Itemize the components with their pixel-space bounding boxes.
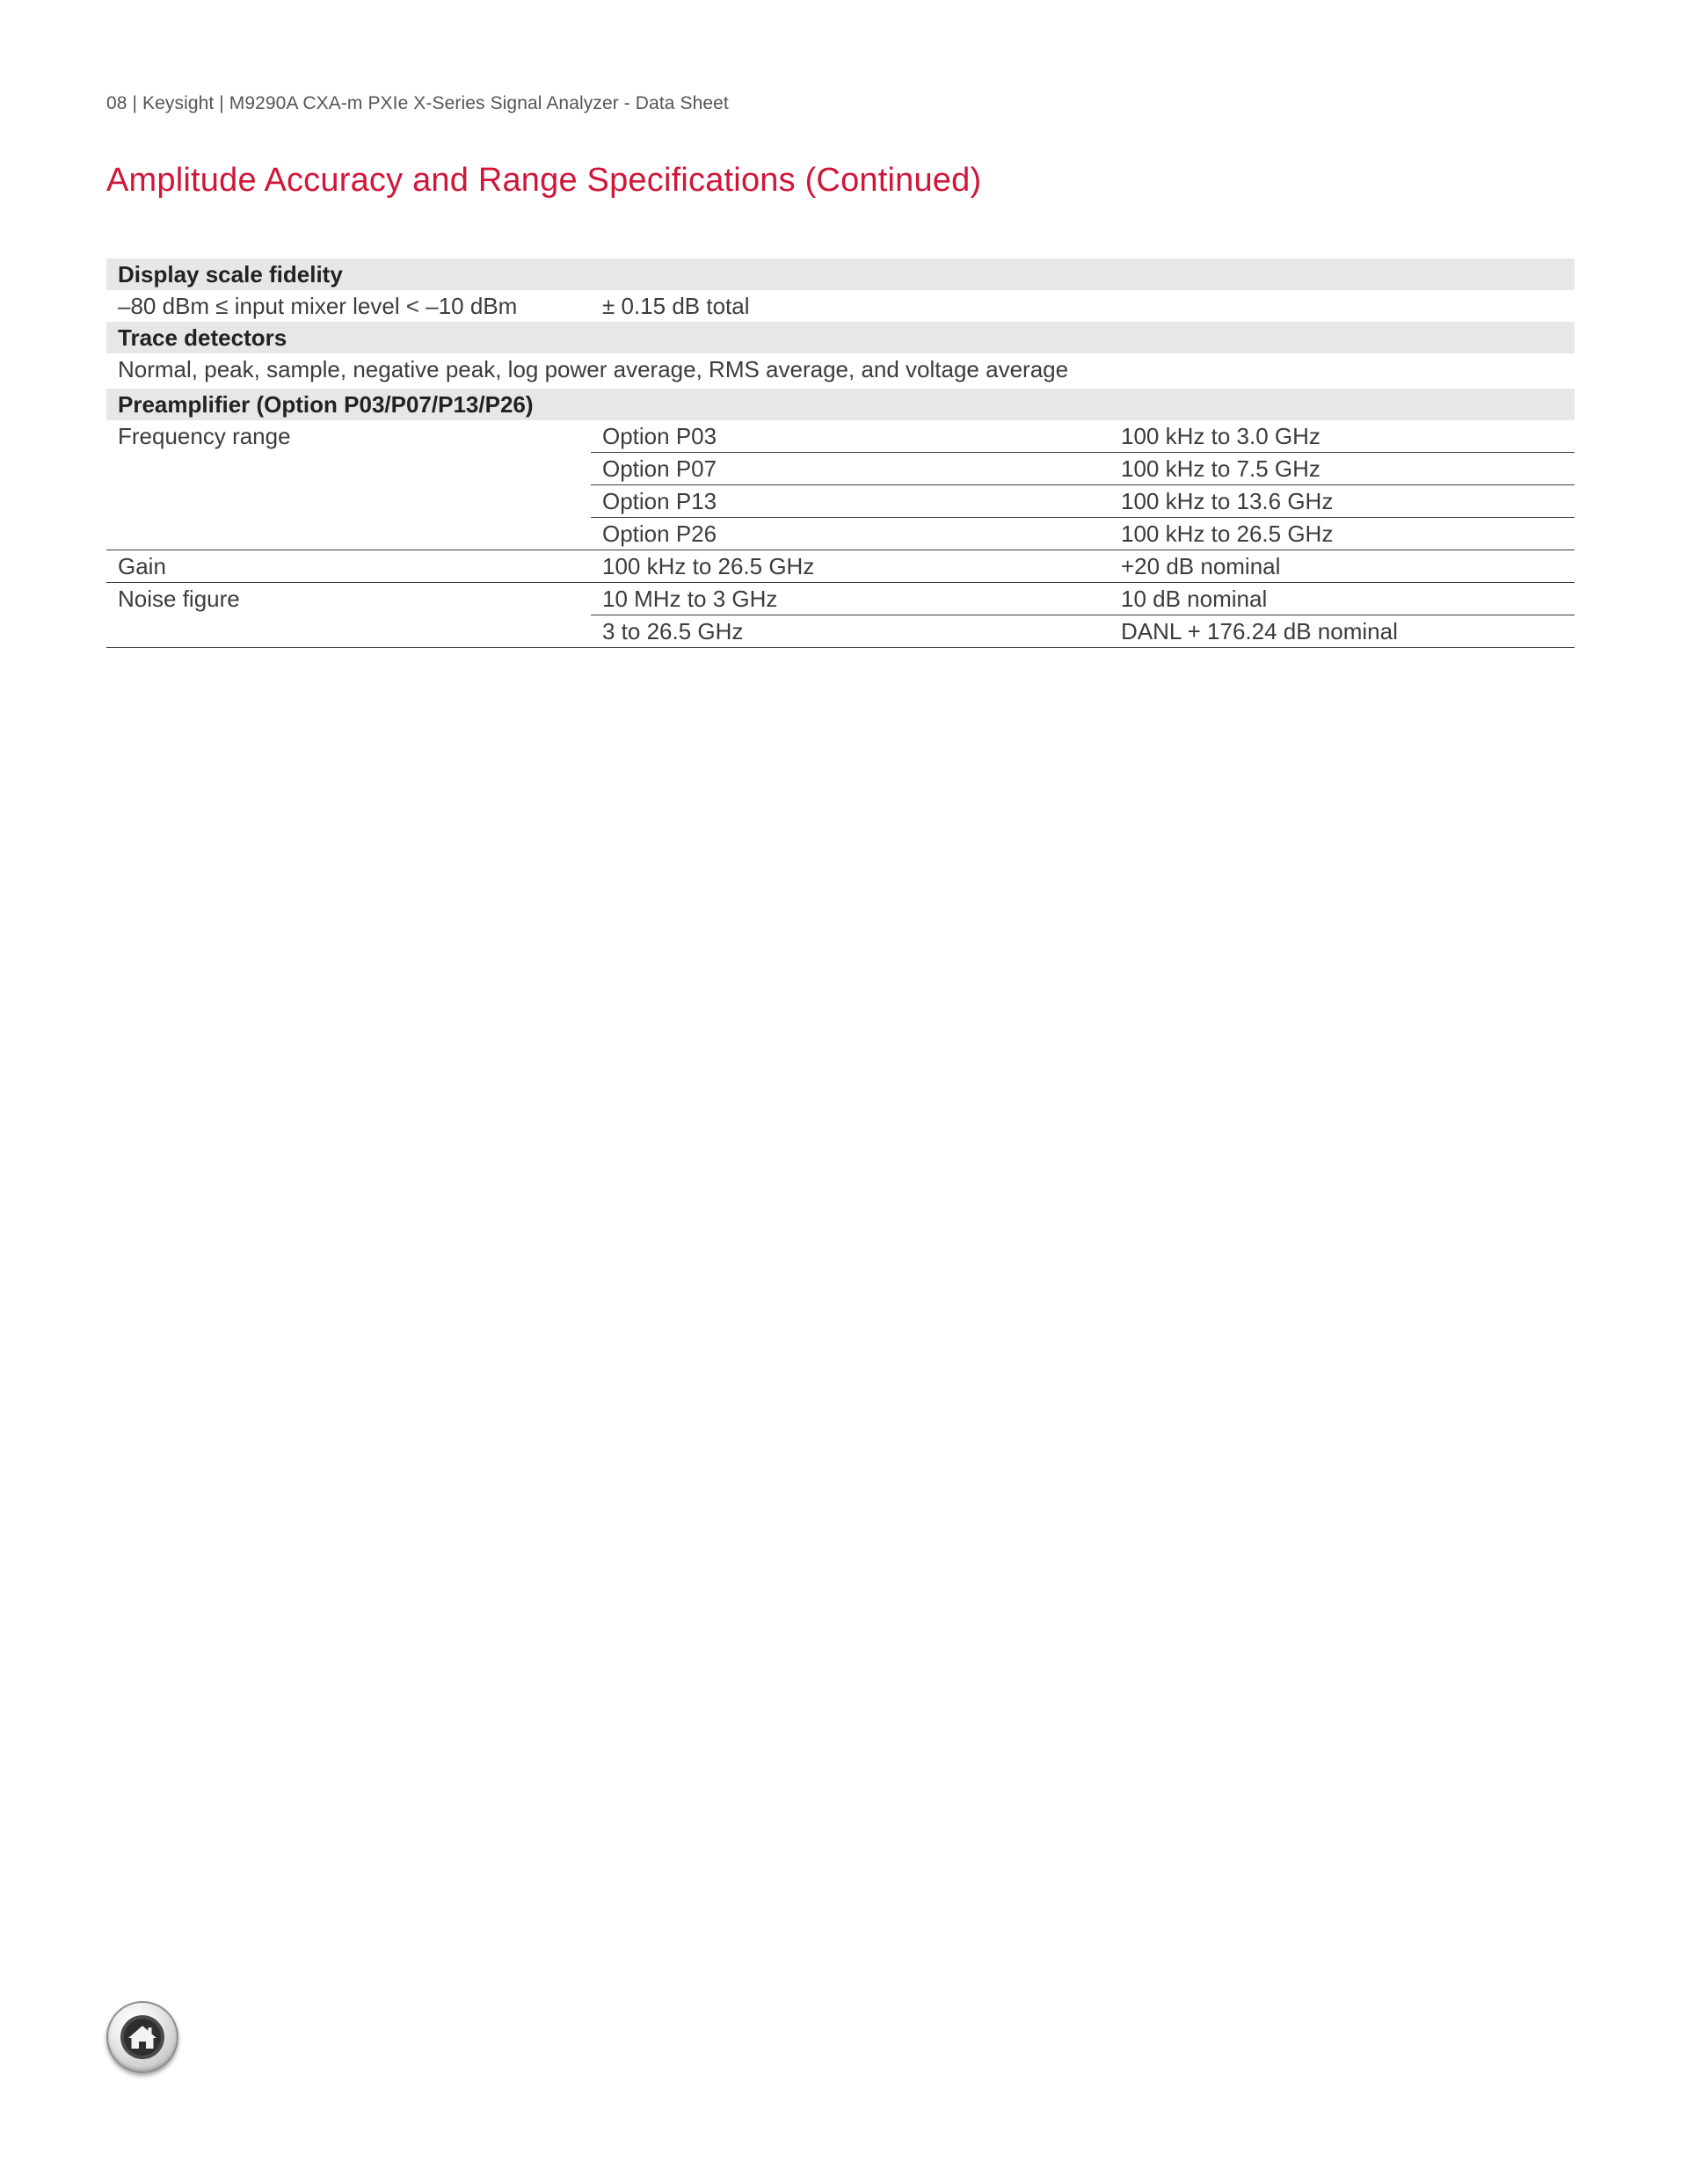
- frequency-range-label: Frequency range: [106, 420, 591, 550]
- display-scale-heading: Display scale fidelity: [106, 258, 1575, 290]
- trace-detectors-text: Normal, peak, sample, negative peak, log power average, RMS average, and voltage average: [118, 356, 1069, 382]
- home-icon: [119, 2013, 166, 2061]
- noise-figure-value: DANL + 176.24 dB nominal: [1110, 615, 1575, 648]
- table-row: [106, 420, 1575, 453]
- running-header: 08 | Keysight | M9290A CXA-m PXIe X-Series Signal Analyzer - Data Sheet: [106, 93, 729, 113]
- noise-figure-value: 10 dB nominal: [1110, 583, 1575, 615]
- noise-figure-range: 10 MHz to 3 GHz: [591, 583, 1110, 615]
- section-row-display-scale: [106, 258, 1575, 290]
- frequency-value: 100 kHz to 3.0 GHz: [1110, 420, 1575, 453]
- frequency-value: 100 kHz to 7.5 GHz: [1110, 453, 1575, 485]
- noise-figure-label: Noise figure: [106, 583, 591, 648]
- home-button[interactable]: [106, 2001, 178, 2073]
- gain-value: +20 dB nominal: [1110, 550, 1575, 583]
- frequency-option: Option P07: [591, 453, 1110, 485]
- table-row: [106, 583, 1575, 615]
- trace-detectors-heading: Trace detectors: [106, 322, 1575, 353]
- frequency-value: 100 kHz to 13.6 GHz: [1110, 485, 1575, 518]
- frequency-option: Option P26: [591, 518, 1110, 550]
- frequency-option: Option P13: [591, 485, 1110, 518]
- frequency-option: Option P03: [591, 420, 1110, 453]
- preamplifier-heading: Preamplifier (Option P03/P07/P13/P26): [106, 389, 1575, 420]
- gain-range: 100 kHz to 26.5 GHz: [591, 550, 1110, 583]
- section-title: Amplitude Accuracy and Range Specifications (Continued): [106, 162, 982, 199]
- section-row-trace-detectors: [106, 322, 1575, 353]
- table-row: [106, 290, 1575, 322]
- table-row: [106, 353, 1575, 385]
- table-row: [106, 550, 1575, 583]
- display-scale-label: –80 dBm ≤ input mixer level < –10 dBm: [118, 293, 518, 319]
- display-scale-value: ± 0.15 dB total: [602, 293, 750, 319]
- noise-figure-range: 3 to 26.5 GHz: [591, 615, 1110, 648]
- section-row-preamplifier: [106, 389, 1575, 420]
- gain-label: Gain: [106, 550, 591, 583]
- spec-table: [106, 258, 1575, 648]
- frequency-value: 100 kHz to 26.5 GHz: [1110, 518, 1575, 550]
